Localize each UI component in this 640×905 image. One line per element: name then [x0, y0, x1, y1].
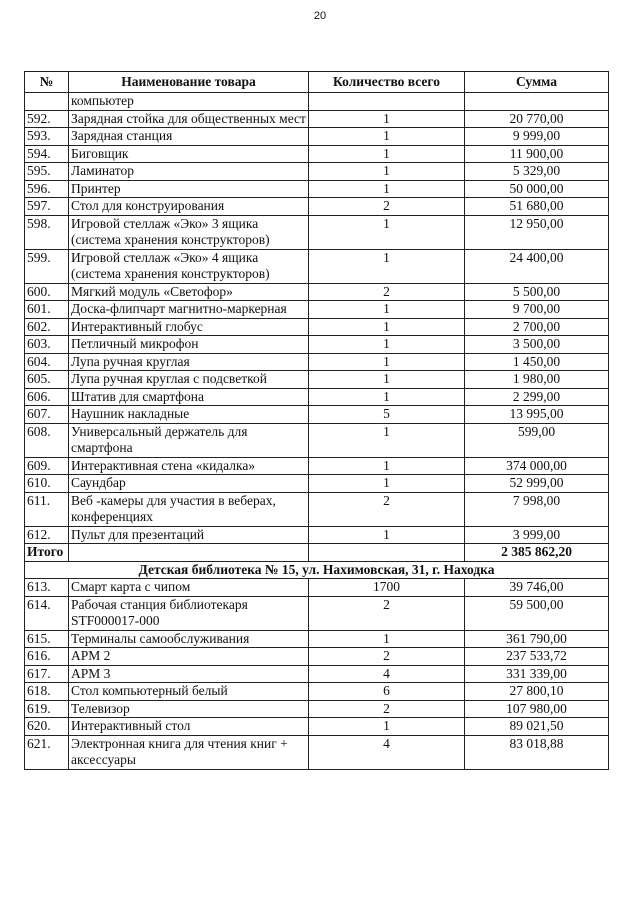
row-number: 619. — [25, 700, 69, 718]
item-quantity: 2 — [309, 492, 465, 526]
table-row — [25, 198, 609, 216]
item-name: Петличный микрофон — [69, 336, 309, 354]
table-row — [25, 318, 609, 336]
row-number: 618. — [25, 683, 69, 701]
item-name: Игровой стеллаж «Эко» 4 ящика (система хранения конструкторов) — [69, 249, 309, 283]
inventory-table — [24, 71, 609, 770]
row-number: 620. — [25, 718, 69, 736]
item-sum: 374 000,00 — [465, 457, 609, 475]
item-quantity: 1 — [309, 388, 465, 406]
item-quantity: 1 — [309, 423, 465, 457]
row-number: 606. — [25, 388, 69, 406]
row-number: 594. — [25, 145, 69, 163]
item-sum: 13 995,00 — [465, 406, 609, 424]
row-number: 607. — [25, 406, 69, 424]
page-number: 20 — [313, 10, 327, 22]
table-row — [25, 371, 609, 389]
row-number: 600. — [25, 283, 69, 301]
item-name: Интерактивный глобус — [69, 318, 309, 336]
table-row — [25, 579, 609, 597]
item-sum: 83 018,88 — [465, 735, 609, 769]
item-sum: 52 999,00 — [465, 475, 609, 493]
item-sum: 5 500,00 — [465, 283, 609, 301]
item-name: Интерактивная стена «кидалка» — [69, 457, 309, 475]
item-name: Ламинатор — [69, 163, 309, 181]
item-quantity: 1 — [309, 318, 465, 336]
table-row — [25, 163, 609, 181]
header-num: № — [25, 72, 69, 93]
item-sum: 2 700,00 — [465, 318, 609, 336]
item-sum: 7 998,00 — [465, 492, 609, 526]
header-qty: Количество всего — [309, 72, 465, 93]
item-quantity: 1 — [309, 110, 465, 128]
row-number: 613. — [25, 579, 69, 597]
table-row — [25, 683, 609, 701]
item-name: Принтер — [69, 180, 309, 198]
row-number: 615. — [25, 630, 69, 648]
item-sum: 107 980,00 — [465, 700, 609, 718]
table-row — [25, 353, 609, 371]
row-number: 603. — [25, 336, 69, 354]
table-row — [25, 145, 609, 163]
item-name: Пульт для презентаций — [69, 526, 309, 544]
table-row — [25, 336, 609, 354]
item-name: Электронная книга для чтения книг + аксессуары — [69, 735, 309, 769]
item-sum: 3 999,00 — [465, 526, 609, 544]
item-name: Рабочая станция библиотекаря STF000017-000 — [69, 596, 309, 630]
row-number: 621. — [25, 735, 69, 769]
item-sum: 237 533,72 — [465, 648, 609, 666]
table-row — [25, 423, 609, 457]
row-number: 612. — [25, 526, 69, 544]
item-quantity: 2 — [309, 596, 465, 630]
item-quantity: 1 — [309, 249, 465, 283]
row-number: 595. — [25, 163, 69, 181]
item-name: Лупа ручная круглая — [69, 353, 309, 371]
item-quantity: 2 — [309, 700, 465, 718]
row-number: 609. — [25, 457, 69, 475]
table-row — [25, 128, 609, 146]
total-row — [25, 544, 609, 562]
item-quantity: 1 — [309, 128, 465, 146]
table-row — [25, 735, 609, 769]
item-quantity: 1 — [309, 336, 465, 354]
table-row — [25, 596, 609, 630]
item-name: Доска-флипчарт магнитно-маркерная — [69, 301, 309, 319]
item-name: Телевизор — [69, 700, 309, 718]
item-quantity: 1 — [309, 457, 465, 475]
item-quantity: 1 — [309, 163, 465, 181]
row-number: 592. — [25, 110, 69, 128]
row-number: 598. — [25, 215, 69, 249]
item-quantity: 5 — [309, 406, 465, 424]
table-row — [25, 630, 609, 648]
table-row — [25, 648, 609, 666]
item-sum: 89 021,50 — [465, 718, 609, 736]
item-name: Универсальный держатель для смартфона — [69, 423, 309, 457]
item-quantity: 1 — [309, 180, 465, 198]
row-number: 593. — [25, 128, 69, 146]
item-quantity: 1 — [309, 718, 465, 736]
total-label: Итого — [25, 544, 69, 562]
item-quantity: 1 — [309, 475, 465, 493]
item-name: Лупа ручная круглая с подсветкой — [69, 371, 309, 389]
item-name: Биговщик — [69, 145, 309, 163]
section-title: Детская библиотека № 15, ул. Нахимовская, 31, г. Находка — [25, 561, 609, 579]
item-sum: 11 900,00 — [465, 145, 609, 163]
table-row — [25, 180, 609, 198]
item-sum: 599,00 — [465, 423, 609, 457]
item-quantity: 4 — [309, 665, 465, 683]
table-row — [25, 492, 609, 526]
continuation-row — [25, 93, 609, 111]
table-header-row — [25, 72, 609, 93]
row-number: 596. — [25, 180, 69, 198]
item-quantity: 2 — [309, 283, 465, 301]
item-sum: 361 790,00 — [465, 630, 609, 648]
item-sum: 331 339,00 — [465, 665, 609, 683]
item-quantity: 1 — [309, 145, 465, 163]
row-number: 604. — [25, 353, 69, 371]
continuation-text: компьютер — [69, 93, 309, 111]
item-name: Зарядная стойка для общественных мест — [69, 110, 309, 128]
table-row — [25, 526, 609, 544]
row-number: 608. — [25, 423, 69, 457]
item-quantity: 4 — [309, 735, 465, 769]
row-number: 605. — [25, 371, 69, 389]
item-sum: 9 999,00 — [465, 128, 609, 146]
table-row — [25, 301, 609, 319]
item-quantity: 1 — [309, 215, 465, 249]
item-name: Штатив для смартфона — [69, 388, 309, 406]
item-sum: 50 000,00 — [465, 180, 609, 198]
table-row — [25, 457, 609, 475]
item-sum: 5 329,00 — [465, 163, 609, 181]
table-row — [25, 406, 609, 424]
item-name: Зарядная станция — [69, 128, 309, 146]
item-sum: 2 299,00 — [465, 388, 609, 406]
item-sum: 9 700,00 — [465, 301, 609, 319]
table-row — [25, 215, 609, 249]
item-name: Веб -камеры для участия в веберах, конференциях — [69, 492, 309, 526]
table-row — [25, 700, 609, 718]
item-name: Интерактивный стол — [69, 718, 309, 736]
item-sum: 1 980,00 — [465, 371, 609, 389]
item-name: Смарт карта с чипом — [69, 579, 309, 597]
item-name: АРМ 2 — [69, 648, 309, 666]
row-number: 601. — [25, 301, 69, 319]
item-quantity: 6 — [309, 683, 465, 701]
item-quantity: 2 — [309, 648, 465, 666]
item-sum: 51 680,00 — [465, 198, 609, 216]
item-name: Наушник накладные — [69, 406, 309, 424]
row-number: 616. — [25, 648, 69, 666]
item-name: АРМ 3 — [69, 665, 309, 683]
table-row — [25, 249, 609, 283]
item-quantity: 1700 — [309, 579, 465, 597]
item-name: Стол для конструирования — [69, 198, 309, 216]
row-number: 610. — [25, 475, 69, 493]
item-quantity: 1 — [309, 526, 465, 544]
item-sum: 39 746,00 — [465, 579, 609, 597]
item-name: Игровой стеллаж «Эко» 3 ящика (система хранения конструкторов) — [69, 215, 309, 249]
item-quantity: 1 — [309, 301, 465, 319]
row-number: 617. — [25, 665, 69, 683]
row-number: 611. — [25, 492, 69, 526]
item-sum: 12 950,00 — [465, 215, 609, 249]
item-sum: 20 770,00 — [465, 110, 609, 128]
table-row — [25, 283, 609, 301]
row-number: 614. — [25, 596, 69, 630]
header-name: Наименование товара — [69, 72, 309, 93]
item-name: Мягкий модуль «Светофор» — [69, 283, 309, 301]
item-quantity: 2 — [309, 198, 465, 216]
item-quantity: 1 — [309, 353, 465, 371]
item-name: Стол компьютерный белый — [69, 683, 309, 701]
table-row — [25, 718, 609, 736]
row-number: 602. — [25, 318, 69, 336]
item-sum: 24 400,00 — [465, 249, 609, 283]
row-number: 599. — [25, 249, 69, 283]
item-name: Терминалы самообслуживания — [69, 630, 309, 648]
item-quantity: 1 — [309, 630, 465, 648]
item-sum: 1 450,00 — [465, 353, 609, 371]
row-number: 597. — [25, 198, 69, 216]
table-body — [25, 93, 609, 770]
header-sum: Сумма — [465, 72, 609, 93]
item-name: Саундбар — [69, 475, 309, 493]
table-row — [25, 665, 609, 683]
item-quantity: 1 — [309, 371, 465, 389]
item-sum: 27 800,10 — [465, 683, 609, 701]
table-row — [25, 475, 609, 493]
section-heading-row — [25, 561, 609, 579]
item-sum: 59 500,00 — [465, 596, 609, 630]
table-row — [25, 110, 609, 128]
item-sum: 3 500,00 — [465, 336, 609, 354]
total-sum: 2 385 862,20 — [465, 544, 609, 562]
table-row — [25, 388, 609, 406]
